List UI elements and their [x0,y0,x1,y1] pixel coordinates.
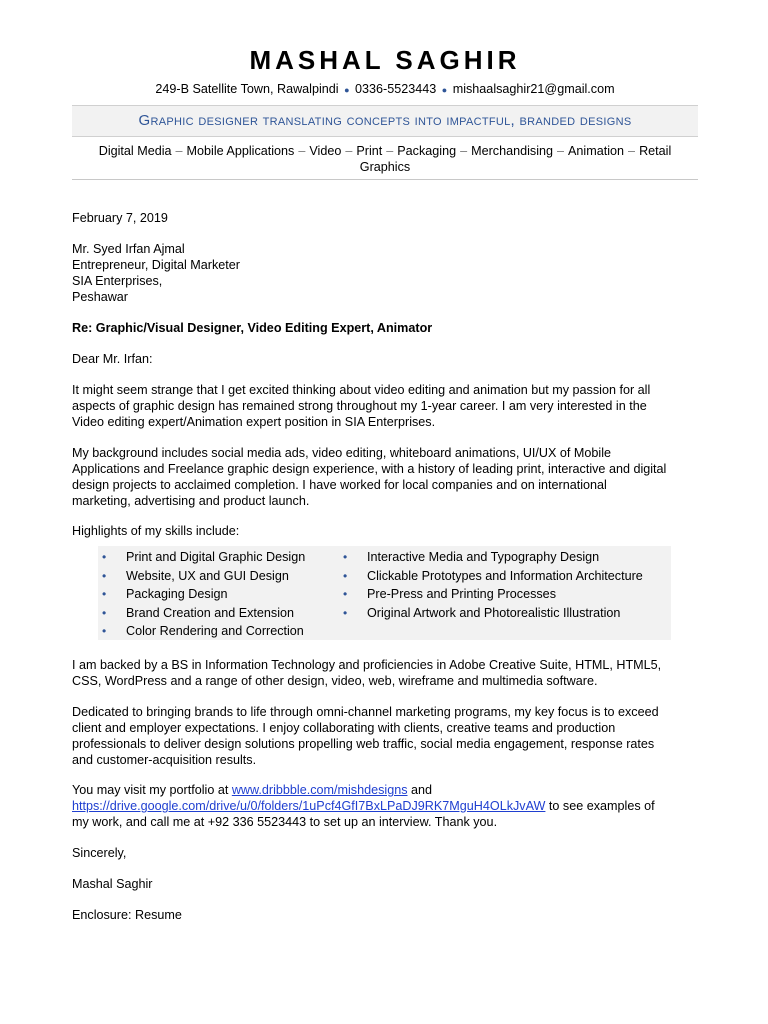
skill-label: Clickable Prototypes and Information Architecture [367,568,643,583]
skills-column-left [102,548,305,641]
specialty: Print [356,144,383,158]
signature: Mashal Saghir [72,877,153,891]
skill-item [102,622,305,641]
link-joiner: and [407,783,433,797]
paragraph-line: It might seem strange that I get excited thinking about video editing and animation but my passion for all [72,383,651,397]
specialty: Digital Media [98,144,172,158]
recipient-company: SIA Enterprises, [72,274,163,288]
skill-item [102,585,305,604]
dribbble-link[interactable]: www.dribbble.com/mishdesigns [231,783,408,797]
skill-item [343,585,643,604]
paragraph-dedication [72,704,698,768]
skill-label: Pre-Press and Printing Processes [367,587,556,601]
bullet-dot-icon: • [102,550,107,564]
paragraph-line: my work, and call me at +92 336 5523443 to set up an interview. Thank you. [72,815,498,829]
paragraph-background [72,445,698,509]
separator: – [386,144,394,158]
skill-label: Color Rendering and Correction [126,624,304,638]
specialty: Graphics [359,160,411,174]
bullet-dot-icon: ● [344,85,350,95]
specialty: Video [309,144,342,158]
letter-date: February 7, 2019 [72,211,168,225]
specialties-row [72,143,698,159]
separator: – [628,144,636,158]
skill-item [102,604,305,623]
specialty: Animation [568,144,625,158]
paragraph-line: Video editing expert/Animation expert position in SIA Enterprises. [72,415,436,429]
paragraph-line: client and employer expectations. I enjoy collaborating with clients, creative teams and production [72,721,616,735]
paragraph-line: professionals to deliver design solutions propelling web traffic, social media engagement, response rates [72,737,655,751]
separator: – [298,144,306,158]
skill-label: Brand Creation and Extension [126,605,295,620]
separator: – [460,144,468,158]
paragraph-line [72,782,698,798]
recipient-name: Mr. Syed Irfan Ajmal [72,242,185,256]
address: 249-B Satellite Town, Rawalpindi [155,82,339,96]
paragraph-line: My background includes social media ads, video editing, whiteboard animations, UI/UX of Mobile [72,446,612,460]
paragraph-line: I am backed by a BS in Information Technology and proficiencies in Adobe Creative Suite, HTML, HTML5, [72,658,662,672]
highlights-intro: Highlights of my skills include: [72,524,240,538]
paragraph-line: and customer-acquisition results. [72,753,257,767]
skill-label: Print and Digital Graphic Design [126,550,306,564]
email: mishaalsaghir21@gmail.com [452,82,615,96]
recipient-title: Entrepreneur, Digital Marketer [72,258,240,272]
bullet-dot-icon: ● [441,85,448,95]
bullet-dot-icon: • [102,568,107,583]
specialty: Mobile Applications [186,144,295,158]
specialties-line [72,143,698,175]
skill-label: Website, UX and GUI Design [126,568,289,583]
salutation: Dear Mr. Irfan: [72,352,153,366]
skill-label: Original Artwork and Photorealistic Illustration [367,605,621,620]
specialty: Packaging [397,144,457,158]
paragraph-intro [72,382,698,430]
skill-item [102,548,305,567]
portfolio-intro: You may visit my portfolio at [72,783,232,797]
separator: – [175,144,183,158]
google-drive-link[interactable]: https://drive.google.com/drive/u/0/folders/1uPcf4GfI7BxLPaDJ9RK7MguH4OLkJvAW [72,799,546,813]
separator: – [345,144,353,158]
paragraph-line: Applications and Freelance graphic design experience, with a history of leading print, interactive and digital [72,462,667,476]
paragraph-line: Dedicated to bringing brands to life through omni-channel marketing programs, my key focus is to exceed [72,705,659,719]
header-divider [72,179,698,180]
bullet-dot-icon: • [102,605,107,620]
contact-line [72,81,698,98]
closing: Sincerely, [72,846,127,860]
skill-label: Packaging Design [126,587,228,601]
paragraph-line: design projects to acclaimed completion. I have worked for local companies and on international [72,478,607,492]
paragraph-education [72,657,698,689]
recipient-city: Peshawar [72,290,129,304]
specialty: Retail [639,144,672,158]
bullet-dot-icon: • [102,624,107,638]
tagline: Graphic designer translating concepts into impactful, branded designs [138,112,632,129]
paragraph-line: CSS, WordPress and a range of other design, video, web, wireframe and multimedia software. [72,674,598,688]
paragraph-portfolio [72,782,698,830]
bullet-dot-icon: • [102,587,107,601]
applicant-name: MASHAL SAGHIR [249,45,521,75]
skill-item [102,567,305,586]
tagline-banner [72,105,698,137]
bullet-dot-icon: • [343,587,348,601]
skill-item [343,567,643,586]
bullet-dot-icon: • [343,550,348,564]
skills-column-right [343,548,643,622]
specialty: Merchandising [471,144,554,158]
phone: 0336-5523443 [355,82,437,96]
paragraph-line: marketing, advertising and product launch. [72,494,310,508]
recipient-block [72,241,698,305]
skills-box [98,546,671,640]
skill-label: Interactive Media and Typography Design [367,550,600,564]
portfolio-after-link: to see examples of [545,799,655,813]
bullet-dot-icon: • [343,568,348,583]
separator: – [557,144,565,158]
skill-item [343,548,643,567]
subject-line: Re: Graphic/Visual Designer, Video Editing Expert, Animator [72,321,433,335]
bullet-dot-icon: • [343,605,348,620]
skill-item [343,604,643,623]
paragraph-line [72,798,698,814]
paragraph-line: aspects of graphic design has remained strong throughout my 1-year career. I am very interested in the [72,399,647,413]
enclosure: Enclosure: Resume [72,908,182,922]
